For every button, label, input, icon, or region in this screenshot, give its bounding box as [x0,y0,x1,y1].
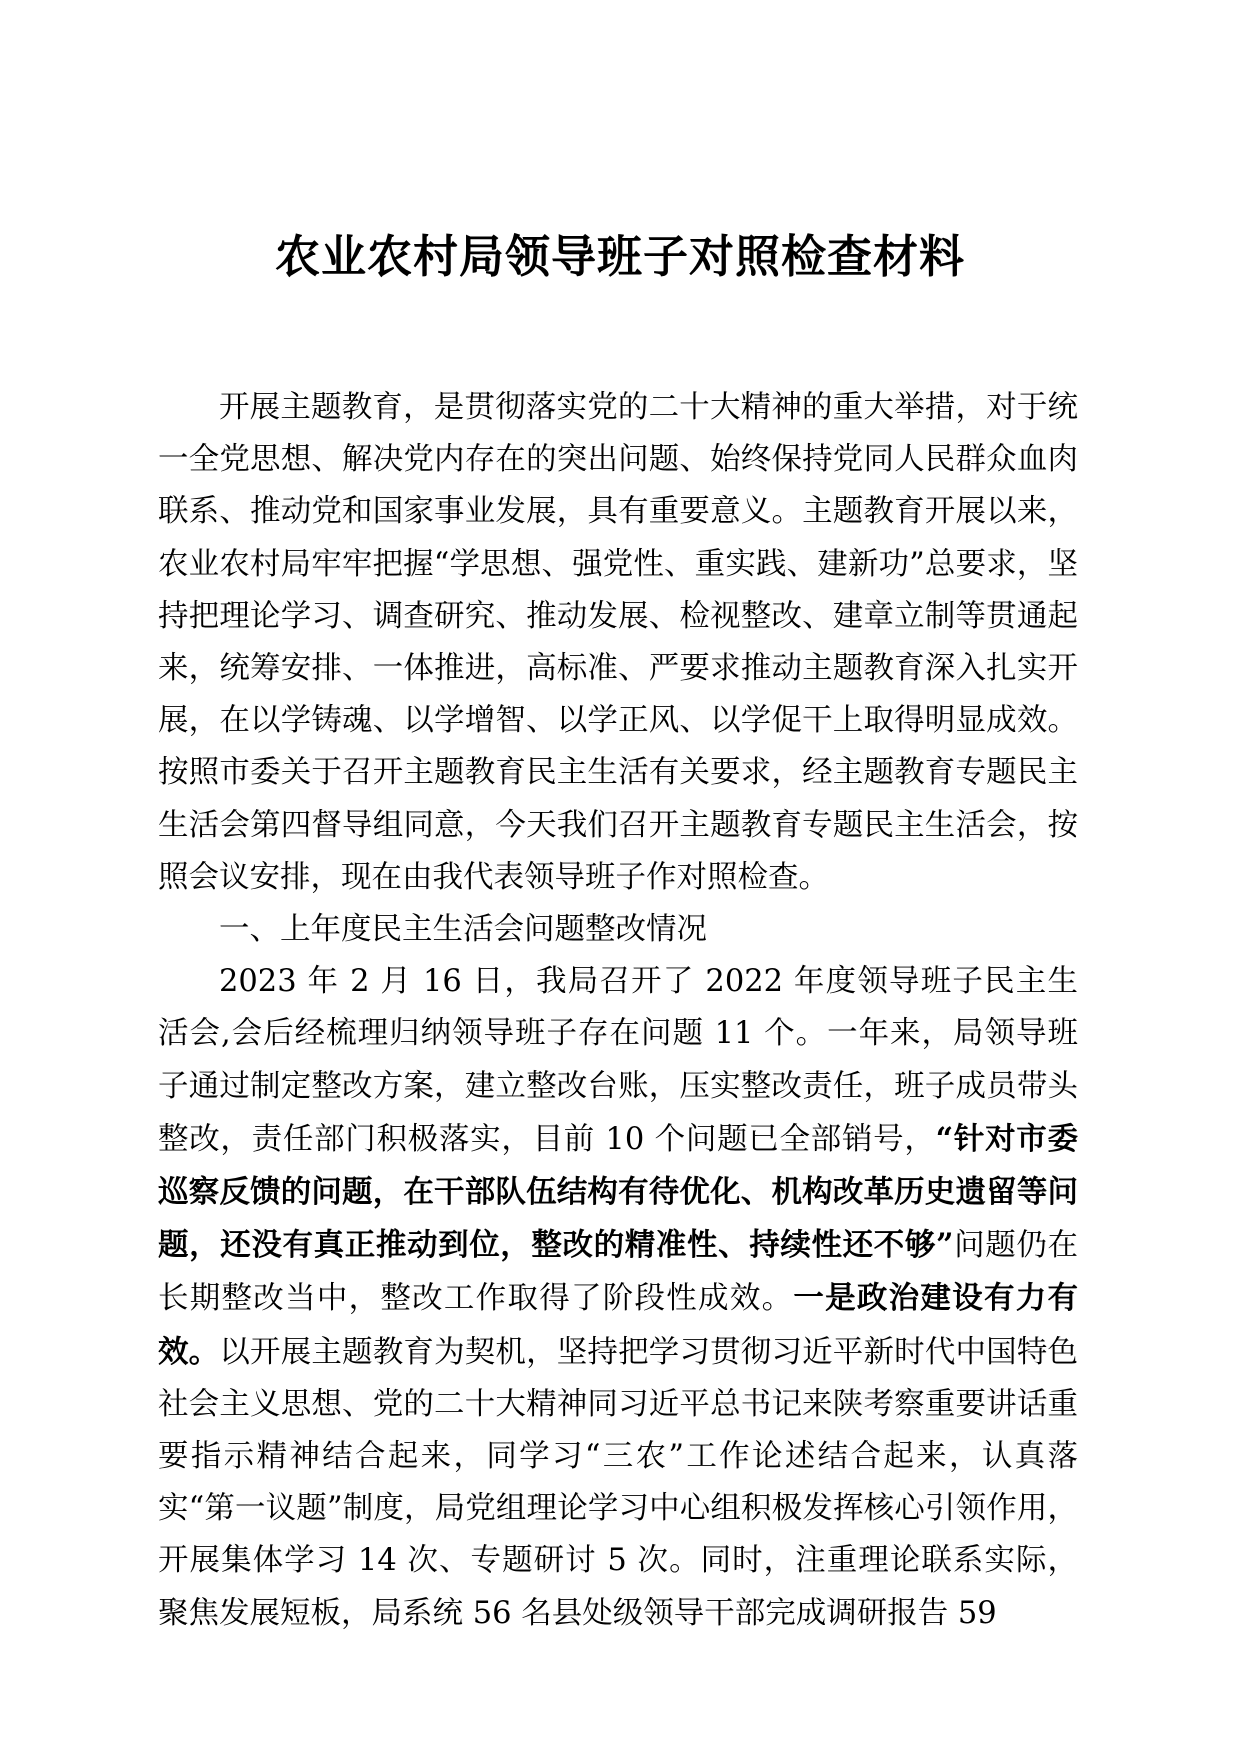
bold-quote: “针对市委巡察反馈的问题，在干部队伍结构有待优化、机构改革历史遗留等问题，还没有真正推动到位，整改的精准性、持续性还不够” [158,1120,1078,1264]
paragraph-text-1: 2023 年 2 月 16 日，我局召开了 2022 年度领导班子民主生活会,会后经梳理归纳领导班子存在问题 11 个。一年来，局领导班子通过制定整改方案，建立整改台账，压实整改责任，班子成员带头整改，责任部门积极落实，目前 10 个问题已全部销号， [158,964,1078,1157]
paragraph-text-2: 问题仍在长期整改当中，整改工作取得了阶段性成效。 [158,1228,1079,1317]
document-title: 农业农村局领导班子对照检查材料 [274,230,965,283]
paragraph-text-3: 以开展主题教育为契机，坚持把学习贯彻习近平新时代中国特色社会主义思想、党的二十大精神同习近平总书记来陕考察重要讲话重要指示精神结合起来，同学习“三农”工作论述结合起来，认真落实“第一议题”制度，局党组理论学习中心组积极发挥核心引领作用，开展集体学习 14 次、专题研讨 5 次。同时，注重理论联系实际，聚焦发展短板，局系统 56 名县处级领导干部完成调研报告 59 [158,1334,1079,1631]
intro-paragraph: 开展主题教育，是贯彻落实党的二十大精神的重大举措，对于统一全党思想、解决党内存在的突出问题、始终保持党同人民群众血肉联系、推动党和国家事业发展，具有重要意义。主题教育开展以来，农业农村局牢牢把握“学思想、强党性、重实践、建新功”总要求，坚持把理论学习、调查研究、推动发展、检视整改、建章立制等贯通起来，统筹安排、一体推进，高标准、严要求推动主题教育深入扎实开展，在以学铸魂、以学增智、以学正风、以学促干上取得明显成效。按照市委关于召开主题教育民主生活有关要求，经主题教育专题民主生活会第四督导组同意，今天我们召开主题教育专题民主生活会，按照会议安排，现在由我代表领导班子作对照检查。 [158,390,1078,895]
document-body [158,382,1078,1640]
section-heading: 一、上年度民主生活会问题整改情况 [219,912,707,948]
bold-point: 一是政治建设有力有效。 [158,1280,1079,1370]
section-paragraph [158,956,1078,1640]
